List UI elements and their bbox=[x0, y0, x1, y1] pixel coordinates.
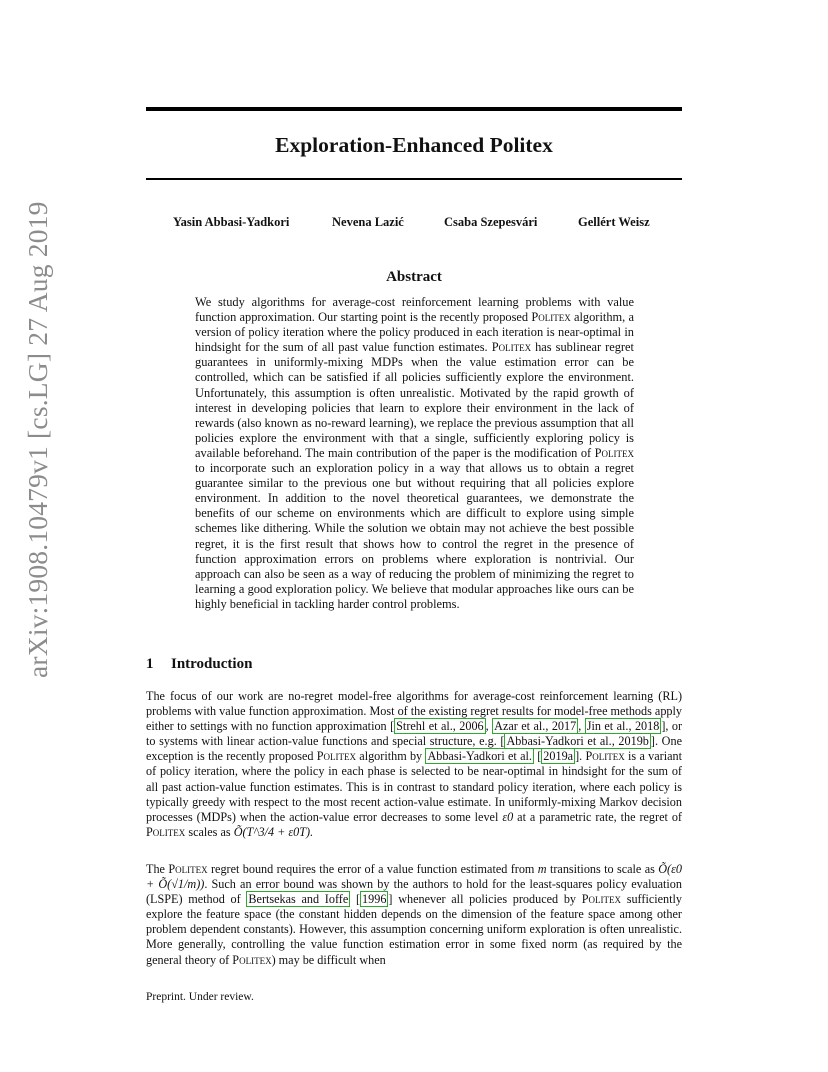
citation-link[interactable]: Jin et al., 2018 bbox=[586, 719, 660, 734]
math-epsilon-zero: ε0 bbox=[502, 809, 514, 824]
abstract-text: We study algorithms for average-cost reinforcement learning problems with value function approximation. Our starting point is the recently proposed Politex algorithm, a version of policy iteration where the policy produced in each iteration is near-optimal in hindsight for the sum of all past value function estimates. Politex has sublinear regret guarantees in uniformly-mixing MDPs when the value estimation error can be controlled, which can be satisfied if all policies sufficiently explore the environment. Unfortunately, this assumption is often unrealistic. Motivated by the rapid growth of interest in developing policies that learn to explore their environment in the lack of rewards (also known as no-reward learning), we replace the previous assumption that all policies explore the environment with that a single, sufficiently exploring policy is available beforehand. The main contribution of the paper is the modification of Politex to incorporate such an exploration policy in a way that allows us to obtain a regret guarantee similar to the previous one but without requiring that all policies explore environment. In addition to the novel theoretical guarantees, we demonstrate the benefits of our scheme on environments which are difficult to explore using simple schemes like dithering. While the solution we obtain may not achieve the best possible regret, it is the first result that shows how to control the regret in the presence of function approximation errors on problems where exploration is nontrivial. Our approach can also be seen as a way of reducing the problem of minimizing the regret to learning a good exploration policy. We believe that modular approaches like ours can be highly beneficial in tackling harder control problems. bbox=[195, 295, 634, 611]
citation-link[interactable]: Bertsekas and Ioffe bbox=[248, 892, 349, 907]
section-title: Introduction bbox=[171, 656, 253, 672]
title-rule-bottom bbox=[146, 178, 682, 180]
math-m: m bbox=[537, 862, 547, 876]
footer-note: Preprint. Under review. bbox=[146, 991, 254, 1003]
author-name: Yasin Abbasi-Yadkori bbox=[173, 215, 290, 229]
title-rule-top bbox=[146, 107, 682, 111]
citation-link[interactable]: Azar et al., 2017 bbox=[494, 719, 577, 734]
abstract-heading: Abstract bbox=[386, 269, 442, 285]
math-error-bound: Õ(ε0 + Õ(√1/m)) bbox=[146, 862, 682, 892]
intro-paragraph-1: The focus of our work are no-regret model-free algorithms for average-cost reinforcement learning (RL) problems with value function approximation. Most of the existing regret results for model-free methods apply either to settings with no function approximation [ Strehl et al., 2006 , Azar et al., 2017 , Jin et al., 2018 ], or to systems with linear action-value functions and special structure, e.g. [ Abbasi-Yadkori et al., 2019b ]. One exception is the recently proposed Politex algorithm by Abbasi-Yadkori et al. [ 2019a ]. Politex is a variant of policy iteration, where the policy in each phase is selected to be near-optimal in hindsight for the sum of all past action-value function estimates. This is in contrast to standard policy iteration, where each policy is typically greedy with respect to the most recent action-value estimate. In uniformly-mixing Markov decision processes (MDPs) when the action-value error decreases to some level ε0 at a parametric rate, the regret of Politex scales as Õ(T^3/4 + ε0T). bbox=[146, 689, 683, 839]
arxiv-identifier: arXiv:1908.10479v1 [cs.LG] 27 Aug 2019 bbox=[22, 201, 53, 678]
author-name: Nevena Lazić bbox=[332, 215, 404, 229]
author-name: Csaba Szepesvári bbox=[444, 215, 538, 229]
citation-link[interactable]: Abbasi-Yadkori et al., 2019b bbox=[506, 734, 649, 749]
paper-title: Exploration-Enhanced Politex bbox=[275, 133, 553, 157]
citation-link[interactable]: 2019a bbox=[543, 749, 574, 764]
citation-link[interactable]: Abbasi-Yadkori et al. bbox=[427, 749, 532, 764]
section-heading-introduction bbox=[146, 656, 252, 673]
author-name: Gellért Weisz bbox=[578, 215, 650, 229]
section-number: 1 bbox=[146, 656, 154, 672]
citation-link[interactable]: 1996 bbox=[362, 892, 387, 907]
math-regret-rate: Õ(T^3/4 + ε0T). bbox=[233, 824, 314, 839]
intro-paragraph-2: The Politex regret bound requires the error of a value function estimated from m transitions to scale as Õ(ε0 + Õ(√1/m)). Such an error bound was shown by the authors to hold for the least-squares policy evaluation (LSPE) method of Bertsekas and Ioffe [ 1996 ] whenever all policies produced by Politex sufficiently explore the feature space (the constant hidden depends on the dimension of the feature space among other problem dependent constants). However, this assumption concerning uniform exploration is often unrealistic. More generally, controlling the value function estimation error in some fixed norm (as required by the general theory of Politex) may be difficult when bbox=[146, 862, 683, 967]
citation-link[interactable]: Strehl et al., 2006 bbox=[396, 719, 484, 734]
author-list bbox=[146, 215, 682, 233]
